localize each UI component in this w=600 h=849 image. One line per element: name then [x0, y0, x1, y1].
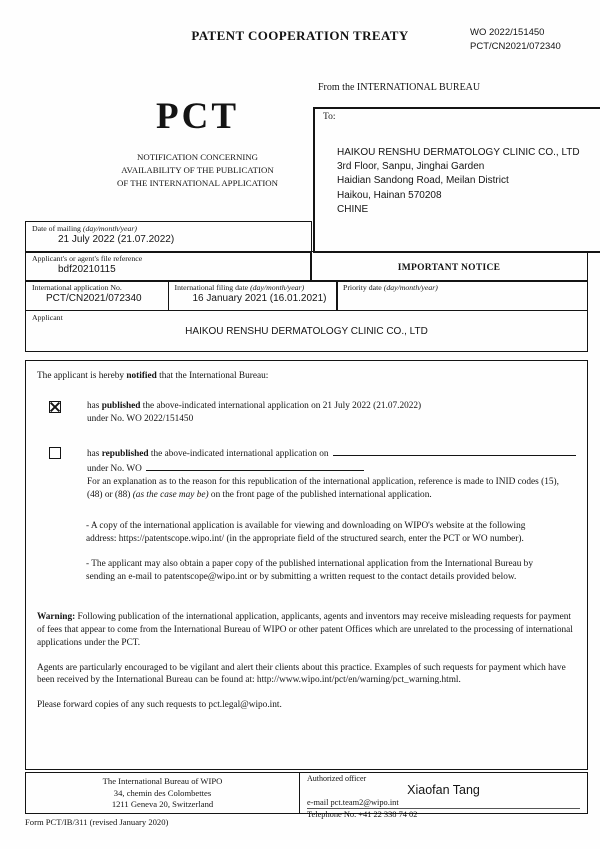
agents-paragraph: Agents are particularly encouraged to be vigilant and alert their clients about this practice. Examples of such requests for payment which have been received by the International Bureau can be found at: http://www.wipo.int/pct/en/warning/pct_warning.html. — [37, 662, 566, 686]
blank-date-line — [333, 446, 576, 456]
address-line: Haidian Sandong Road, Meilan District — [337, 175, 509, 187]
bureau-address — [26, 773, 299, 813]
notification-body — [25, 360, 588, 770]
pct-acronym: PCT — [156, 96, 239, 137]
notification-line-2: AVAILABILITY OF THE PUBLICATION — [121, 165, 274, 176]
recipient-address-box — [313, 107, 600, 253]
published-line-2: under No. WO 2022/151450 — [87, 413, 194, 424]
applicant-field — [25, 310, 588, 352]
bureau-line: The International Bureau of WIPO — [102, 776, 223, 786]
form-number: Form PCT/IB/311 (revised January 2020) — [25, 817, 169, 827]
notification-title — [80, 151, 315, 191]
authorized-officer-name: Xiaofan Tang — [407, 783, 480, 797]
published-checkbox — [49, 401, 61, 413]
footer-contact-box — [25, 772, 588, 819]
notification-line-1: NOTIFICATION CONCERNING — [137, 152, 258, 162]
from-international-bureau: From the INTERNATIONAL BUREAU — [318, 82, 481, 93]
form-title-block — [80, 98, 315, 191]
intro-sentence: The applicant is hereby notified that the International Bureau: — [37, 371, 269, 381]
pct-number: PCT/CN2021/072340 — [470, 40, 561, 52]
published-line-1: has published the above-indicated international application on 21 July 2022 (21.07.2022) — [87, 400, 422, 411]
file-reference-label: Applicant's or agent's file reference — [32, 254, 143, 263]
warning-paragraph: Warning: Following publication of the international application, applicants, agents and inventors may receive misleading requests for payment of fees that appear to come from the International Bureau of WIPO or other patent Offices which are unrelated to the processing of international applications under the PCT. — [37, 612, 573, 648]
international-filing-date-label: International filing date (day/month/year) — [174, 283, 305, 292]
address-line: Haikou, Hainan 570208 — [337, 189, 442, 201]
international-filing-date-value: 16 January 2021 (16.01.2021) — [192, 293, 327, 305]
treaty-title: PATENT COOPERATION TREATY — [191, 28, 409, 43]
date-of-mailing-value: 21 July 2022 (21.07.2022) — [58, 234, 175, 246]
address-line: CHINE — [337, 203, 369, 215]
date-of-mailing-field — [25, 221, 312, 253]
priority-date-field — [336, 280, 588, 311]
address-line: 3rd Floor, Sanpu, Jinghai Garden — [337, 161, 485, 173]
file-reference-field — [25, 251, 312, 282]
officer-email: e-mail pct.team2@wipo.int — [307, 798, 399, 807]
forward-requests-paragraph: Please forward copies of any such requests to pct.legal@wipo.int. — [37, 700, 282, 711]
republished-line-2: under No. WO — [87, 461, 576, 476]
applicant-value: HAIKOU RENSHU DERMATOLOGY CLINIC CO., LTD — [185, 325, 428, 337]
international-application-no-value: PCT/CN2021/072340 — [46, 293, 142, 305]
international-application-no-field — [25, 280, 169, 311]
published-item — [49, 400, 576, 426]
file-reference-value: bdf20210115 — [58, 264, 116, 276]
applicant-label: Applicant — [32, 312, 63, 322]
officer-telephone: Telephone No. +41 22 338 74 02 — [307, 808, 580, 820]
republished-item — [49, 446, 576, 501]
publication-numbers — [470, 26, 561, 54]
republished-text — [87, 446, 576, 501]
paper-copy-paragraph: - The applicant may also obtain a paper copy of the published international application from the International Bureau by sending an e-mail to patentscope@wipo.int or by submitting a written request to the contact details provided below. — [86, 559, 533, 583]
checked-x-icon — [50, 402, 60, 412]
important-notice-box: IMPORTANT NOTICE — [310, 251, 588, 282]
republished-explanation: For an explanation as to the reason for this republication of the international application, reference is made to INID codes (15), (48) or (88) (as the case may be) on the front page of the published international application. — [87, 477, 559, 500]
authorized-officer-cell — [299, 773, 587, 819]
blank-wo-number-line — [146, 461, 364, 471]
priority-date-label: Priority date (day/month/year) — [343, 283, 438, 292]
address-line: HAIKOU RENSHU DERMATOLOGY CLINIC CO., LTD — [337, 147, 580, 158]
international-application-no-label: International application No. — [32, 283, 122, 292]
republished-line-1: has republished the above-indicated international application on — [87, 446, 576, 461]
authorized-officer-label: Authorized officer — [307, 774, 367, 783]
wo-number: WO 2022/151450 — [470, 27, 545, 38]
bureau-line: 1211 Geneva 20, Switzerland — [111, 799, 214, 810]
date-of-mailing-label: Date of mailing (day/month/year) — [32, 224, 138, 233]
bureau-line: 34, chemin des Colombettes — [113, 787, 212, 798]
to-label: To: — [323, 112, 336, 122]
published-text — [87, 400, 576, 426]
republished-checkbox — [49, 447, 61, 459]
notification-line-3: OF THE INTERNATIONAL APPLICATION — [116, 178, 279, 189]
recipient-address — [337, 146, 594, 217]
copy-availability-paragraph: - A copy of the international application is available for viewing and downloading on WIPO's website at the following address: https://patentscope.wipo.int/ (in the appropriate field of the structured search, enter the PCT or WO number). — [86, 520, 526, 544]
international-filing-date-field — [168, 280, 338, 311]
